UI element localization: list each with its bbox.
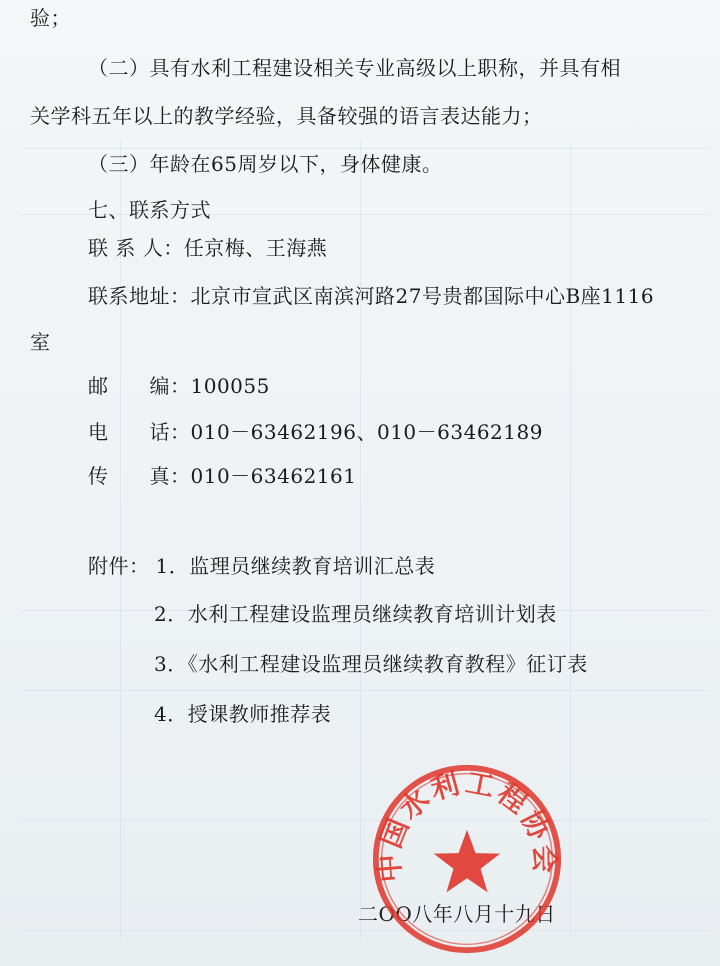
body-line-3: 关学科五年以上的教学经验，具备较强的语言表达能力； (30, 104, 543, 128)
attachment-item: 2．水利工程建设监理员继续教育培训计划表 (154, 602, 557, 626)
section-heading-contact: 七、联系方式 (88, 198, 211, 222)
contact-address-value: 北京市宣武区南滨河路27号贵都国际中心B座1116 (190, 284, 655, 308)
attachment-item: 1．监理员继续教育培训汇总表 (155, 554, 436, 578)
showthrough-line (20, 690, 710, 691)
phone-label: 电 话： (88, 420, 191, 444)
showthrough-line (20, 820, 710, 821)
attachments-label: 附件： (88, 554, 150, 578)
showthrough-line (360, 140, 361, 940)
body-line-1: 验； (30, 6, 71, 30)
phone-row (88, 418, 543, 446)
showthrough-line (20, 148, 710, 149)
document-date: 二OO八年八月十九日 (358, 902, 556, 926)
body-line-4: （三）年龄在65周岁以下，身体健康。 (88, 152, 443, 176)
contact-person-label: 联 系 人： (88, 236, 184, 260)
svg-text:中国水利工程协会: 中国水利工程协会 (372, 765, 562, 884)
contact-person-value: 任京梅、王海燕 (183, 236, 328, 260)
fax-label: 传 真： (88, 464, 191, 488)
attachment-item: 3．《水利工程建设监理员继续教育教程》征订表 (154, 652, 588, 676)
contact-person-row (88, 234, 327, 262)
contact-address-row (88, 282, 654, 310)
postcode-value: 100055 (190, 374, 270, 398)
showthrough-line (20, 930, 710, 931)
body-line-2: （二）具有水利工程建设相关专业高级以上职称，并具有相 (88, 56, 621, 80)
official-seal (370, 762, 564, 956)
contact-address-label: 联系地址： (88, 284, 191, 308)
phone-value: 010－63462196、010－63462189 (190, 420, 543, 444)
postcode-row (88, 372, 270, 400)
seal-star (434, 830, 500, 892)
fax-value: 010－63462161 (190, 464, 357, 488)
postcode-label: 邮 编： (88, 374, 191, 398)
attachments-row-1 (88, 552, 435, 580)
fax-row (88, 462, 356, 490)
contact-address-continuation: 室 (30, 330, 51, 354)
attachment-item: 4．授课教师推荐表 (154, 702, 332, 726)
showthrough-line (570, 140, 571, 940)
